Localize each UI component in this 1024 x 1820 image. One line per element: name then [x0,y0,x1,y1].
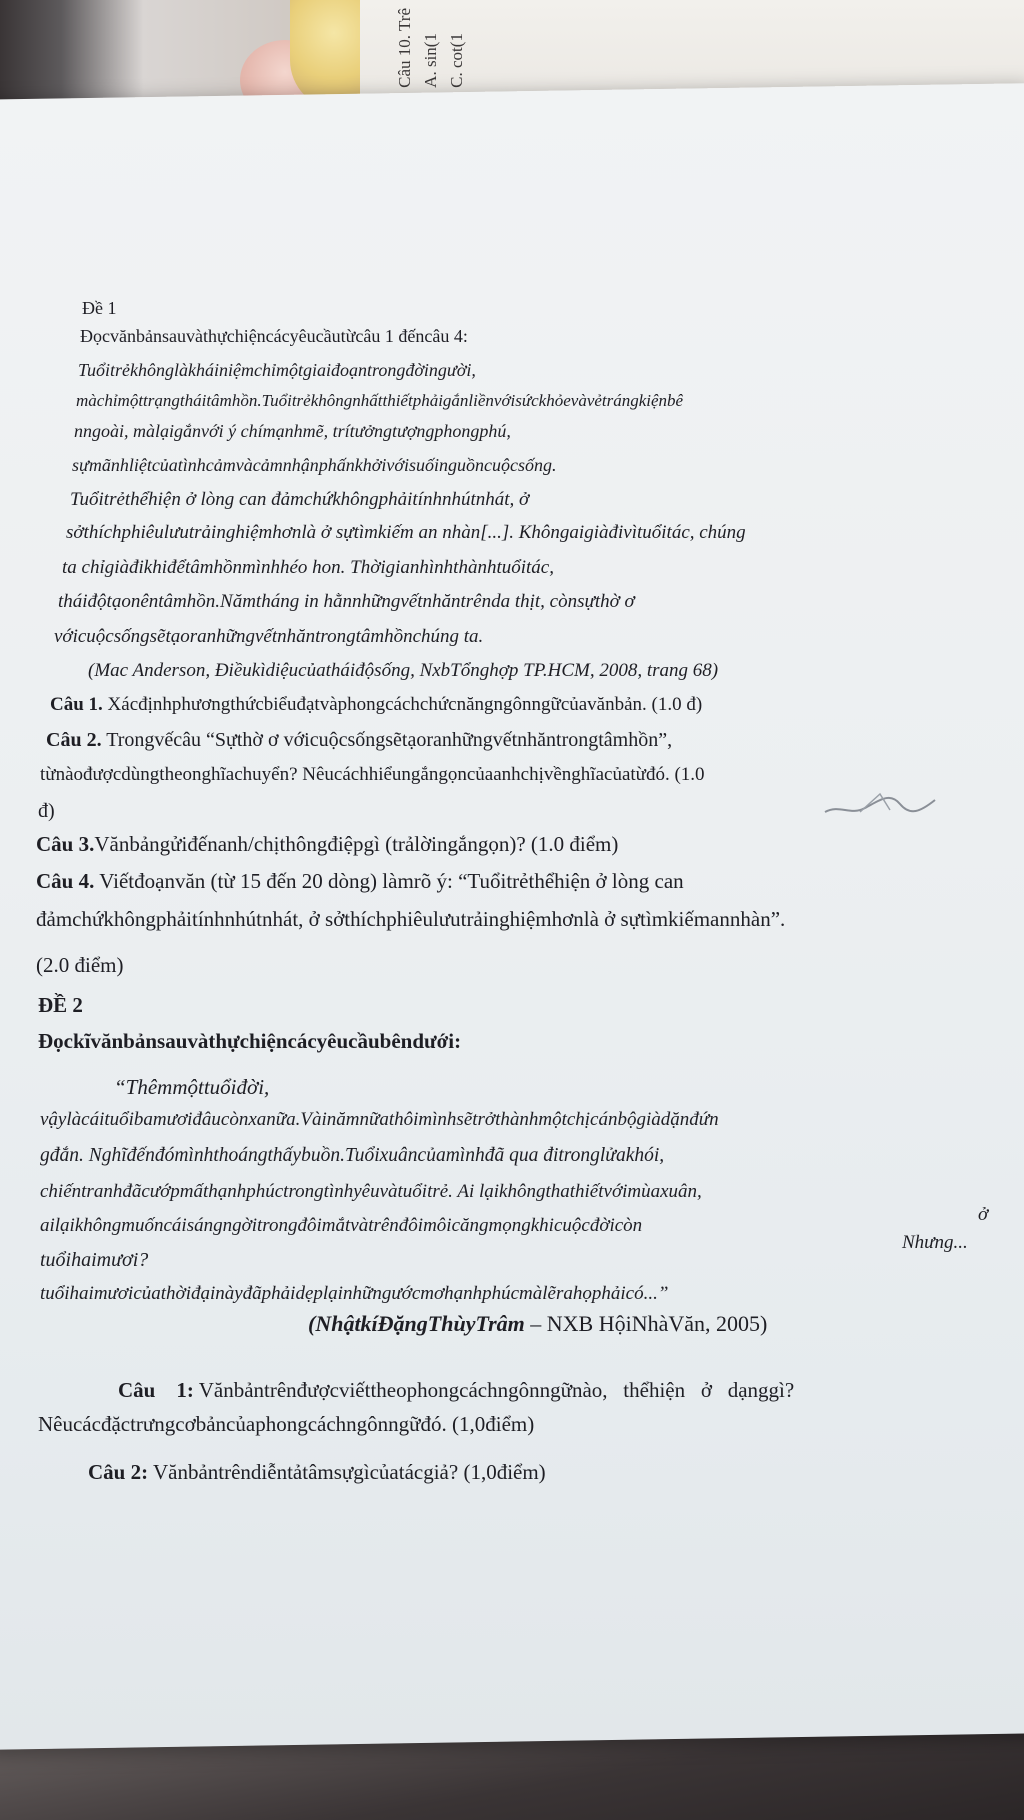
question-text: Trongvếcâu “Sựthờ ơ vớicuộcsốngsẽtạoranhữngvếtnhăntrongtâmhồn”, [101,729,673,751]
question-text: Vănbảntrênđượcviếttheophongcáchngônngữnào, thểhiện ở dạnggì? [193,1378,795,1402]
question-label: Câu 2: [88,1460,149,1484]
de1-passage-line: sởthíchphiêulưutrảinghiệmhơnlà ở sựtìmkiếm an nhàn[...]. Khôngaigiàđivìtuổitác, chúng [66,522,746,543]
question-text: Vănbảntrêndiễntảtâmsựgìcủatácgiả? (1,0điểm) [148,1460,546,1484]
de1-passage-line: sựmãnhliệtcủatìnhcảmvàcảmnhậnphấnkhởivớisuốinguồncuộcsống. [72,455,557,475]
underlying-line-2: A. sin(1 [421,33,440,88]
de1-passage-line: vớicuộcsốngsẽtạoranhữngvếtnhăntrongtâmhồnchúng ta. [54,626,484,647]
de2-instruction: Đọckĩvănbảnsauvàthựchiệncácyêucầubêndưới: [38,1029,462,1053]
de1-question-2 [46,728,672,752]
underlying-line-1: Câu 10. Trê [395,8,414,88]
section-title-de2: ĐỀ 2 [38,993,83,1017]
question-text: Xácđịnhphươngthứcbiểuđạtvàphongcáchchứcnăngngônngữcủavănbản. (1.0 đ) [102,694,703,715]
de1-passage-line: nngoài, màlạigắnvới ý chímạnhmẽ, trítưởngtượngphongphú, [74,421,511,441]
de2-question-1 [118,1378,794,1402]
de1-passage-line: Tuổitrẻthểhiện ở lòng can đảmchứkhôngphảitínhnhútnhát, ở [70,489,530,510]
de1-instruction: Đọcvănbảnsauvàthựchiệncácyêucầutừcâu 1 đếncâu 4: [80,326,468,346]
de1-question-4-cont: đảmchứkhôngphảitínhnhútnhát, ở sởthíchphiêulưutrảinghiệmhơnlà ở sựtìmkiếmannhàn”. [36,907,786,931]
de2-passage-fragment: ở [978,1204,989,1225]
de1-passage-line: ta chỉgiàđikhiđểtâmhồnmìnhhéo hon. Thờigianhìnhthànhtuổitác, [62,557,554,578]
de1-question-3 [36,832,618,856]
underlying-line-3: C. cot(1 [447,33,466,88]
de2-passage-line: chiếntranhđãcướpmấthạnhphúctrongtìnhyêuvàtuổitrẻ. Ai lạikhôngthathiếtvớimùaxuân, [40,1181,702,1202]
question-label: Câu 3. [36,832,95,856]
question-text: Viếtđoạnvăn (từ 15 đến 20 dòng) làmrõ ý: “Tuổitrẻthểhiện ở lòng can [94,869,684,893]
question-text: Vănbảngửiđếnanh/chịthôngđiệpgì (trảlờingắngọn)? (1.0 điểm) [94,832,619,856]
de2-passage-line: gđắn. Nghĩđếnđómìnhthoángthấybuồn.Tuổixuâncủamìnhđã qua đitronglửakhói, [40,1145,665,1166]
de1-passage-line: tháiđộtạonêntâmhồn.Nămtháng in hằnnhữngvếtnhăntrênda thịt, cònsựthờ ơ [58,591,635,612]
pen-mark-signature [820,782,940,822]
source-publisher: – NXB HộiNhàVăn, 2005) [524,1311,768,1336]
de2-source [308,1312,767,1336]
de2-passage-line: ailạikhôngmuốncáisángngờitrongđôimắtvàtrênđôimôicăngmọngkhicuộcđờicòn [40,1215,643,1236]
de1-passage-line: màchỉmộttrạngtháitâmhồn.Tuổitrẻkhôngnhấtthiếtphảigắnliềnvớisứckhỏevàvẻtrángkiệnbê [76,391,684,410]
de1-question-1 [50,693,702,717]
de1-question-4-cont: (2.0 điểm) [36,953,124,977]
de2-question-2 [88,1460,546,1484]
de2-question-1-cont: Nêucácđặctrưngcơbảncủaphongcáchngônngữđó. (1,0điểm) [38,1412,535,1436]
de2-passage-fragment: Nhưng... [902,1232,968,1253]
de2-passage-line: “Thêmmộttuổiđời, [114,1075,270,1099]
de2-passage-line: vậylàcáituổibamươiđâucònxanữa.Vàinămnữathôimìnhsẽtrởthànhmộtchịcánbộgiàdặnđứn [40,1109,719,1130]
question-label: Câu 4. [36,869,95,893]
de1-question-2-cont: từnàođượcdùngtheonghĩachuyển? Nêucáchhiểungắngọncủaanhchịvềnghĩacủatừđó. (1.0 [40,764,705,785]
de1-source: (Mac Anderson, Điềukìdiệucủatháiđộsống, NxbTổnghợp TP.HCM, 2008, trang 68) [88,660,719,681]
de2-passage-line: tuổihaimươi? [40,1249,149,1271]
question-label: Câu 1. [50,694,103,715]
de2-passage-line: tuổihaimươicủathờiđạinàyđãphảidẹplạinhữngướcmơhạnhphúcmàlẽrahọphảicó...” [40,1283,669,1304]
de1-question-4 [36,869,684,893]
de1-passage-line: Tuổitrẻkhônglàkháiniệmchỉmộtgiaiđoạntrongđờingười, [78,360,476,380]
question-label: Câu 2. [46,729,102,751]
de1-question-2-cont: đ) [38,800,55,822]
question-label: Câu 1: [118,1378,194,1402]
source-title: (NhậtkíĐặngThùyTrâm [308,1311,525,1336]
section-title-de1: Đề 1 [82,298,117,318]
